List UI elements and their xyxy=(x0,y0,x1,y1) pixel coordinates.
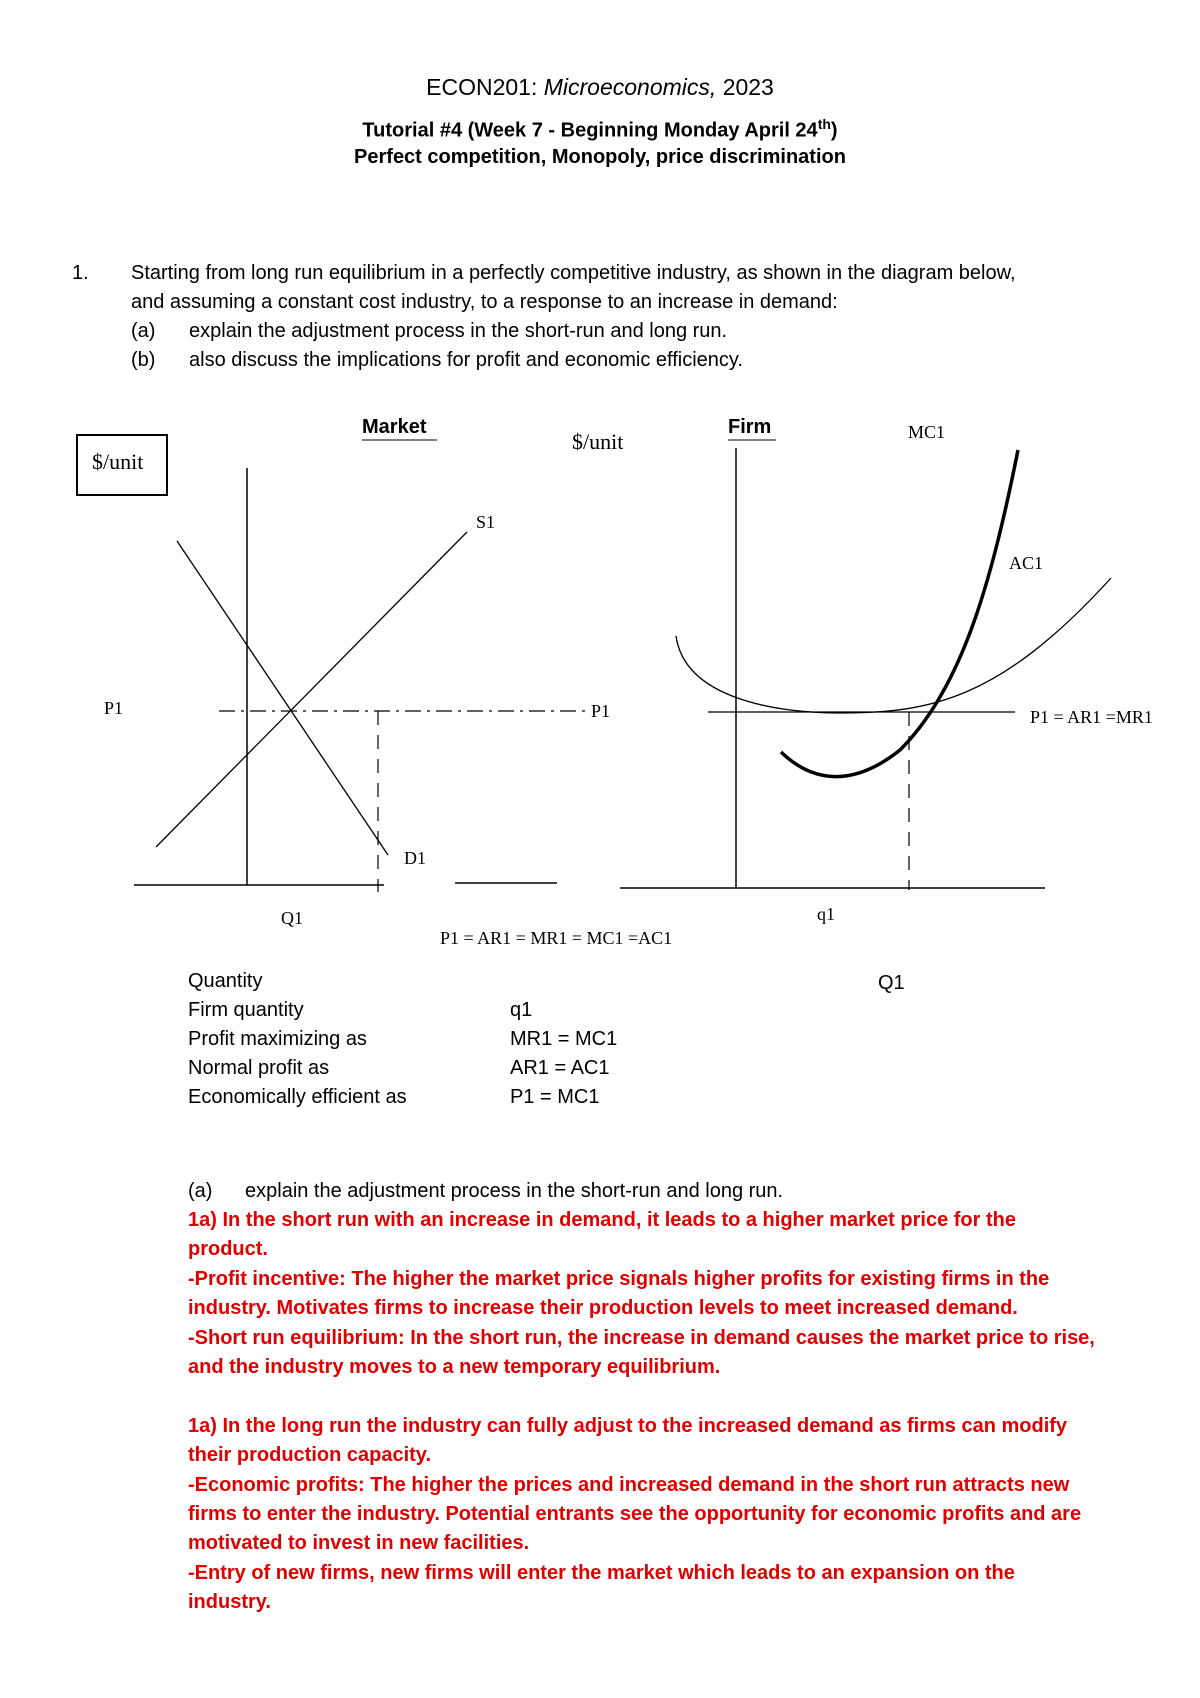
answer-line: 1a) In the short run with an increase in demand, it leads to a higher market price for the xyxy=(188,1209,1016,1231)
qty-firm-label: q1 xyxy=(817,904,835,924)
table-row-value: MR1 = MC1 xyxy=(510,1028,618,1050)
price-right-label: P1 xyxy=(591,701,611,721)
course-year: 2023 xyxy=(722,74,774,100)
answer-line: -Profit incentive: The higher the market price signals higher profits for existing firms in the xyxy=(188,1268,1050,1290)
answer-line: their production capacity. xyxy=(188,1444,431,1466)
answer-part-a-label: (a) xyxy=(188,1180,213,1202)
question-line-1: Starting from long run equilibrium in a perfectly competitive industry, as shown in the diagram below, xyxy=(131,262,1016,284)
answer-line: firms to enter the industry. Potential entrants see the opportunity for economic profits and are xyxy=(188,1503,1082,1525)
mc-curve xyxy=(781,450,1018,777)
table-row-label: Economically efficient as xyxy=(188,1086,407,1108)
tutorial-sup: th xyxy=(817,116,831,132)
demand-label: D1 xyxy=(404,848,426,868)
q-right-label: Q1 xyxy=(878,972,905,994)
table-row-label: Quantity xyxy=(188,970,263,992)
answer-line: -Economic profits: The higher the prices and increased demand in the short run attracts new xyxy=(188,1474,1070,1496)
firm-price-line-label: P1 = AR1 =MR1 xyxy=(1030,707,1153,727)
answer-line: motivated to invest in new facilities. xyxy=(188,1532,530,1554)
table-row-value: AR1 = AC1 xyxy=(510,1057,610,1079)
course-code: ECON201: xyxy=(426,74,538,100)
table-row-value: P1 = MC1 xyxy=(510,1086,600,1108)
qty-market-label: Q1 xyxy=(281,908,303,928)
part-a-label: (a) xyxy=(131,320,156,342)
table-row-label: Normal profit as xyxy=(188,1057,330,1079)
y-axis-market-label: $/unit xyxy=(92,449,144,474)
table-row-label: Profit maximizing as xyxy=(188,1028,367,1050)
demand-curve xyxy=(177,541,388,855)
answer-line: industry. xyxy=(188,1591,271,1613)
supply-label: S1 xyxy=(476,512,496,532)
ac-label: AC1 xyxy=(1009,553,1044,573)
answer-part-a-text: explain the adjustment process in the short-run and long run. xyxy=(245,1180,784,1202)
part-b-text: also discuss the implications for profit and economic efficiency. xyxy=(189,349,743,371)
equality-line-label: P1 = AR1 = MR1 = MC1 =AC1 xyxy=(440,928,673,948)
part-a-text: explain the adjustment process in the short-run and long run. xyxy=(189,320,728,342)
answer-line: -Entry of new firms, new firms will enter the market which leads to an expansion on the xyxy=(188,1562,1015,1584)
firm-title: Firm xyxy=(728,416,772,438)
question-number: 1. xyxy=(72,262,89,284)
answer-line: and the industry moves to a new temporary equilibrium. xyxy=(188,1356,721,1378)
mc-label: MC1 xyxy=(908,422,946,442)
answer-line: product. xyxy=(188,1238,268,1260)
part-b-label: (b) xyxy=(131,349,156,371)
answer-line: -Short run equilibrium: In the short run, the increase in demand causes the market price to rise, xyxy=(188,1327,1095,1349)
course-subject: Microeconomics, xyxy=(543,74,717,100)
answer-line: industry. Motivates firms to increase their production levels to meet increased demand. xyxy=(188,1297,1018,1319)
tutorial-text: Tutorial #4 (Week 7 - Beginning Monday April 24 xyxy=(362,119,818,142)
table-row-label: Firm quantity xyxy=(188,999,304,1021)
question-line-2: and assuming a constant cost industry, to a response to an increase in demand: xyxy=(131,291,838,313)
market-title: Market xyxy=(362,416,427,438)
y-axis-firm-label: $/unit xyxy=(572,429,624,454)
price-left-label: P1 xyxy=(104,698,124,718)
topic-line: Perfect competition, Monopoly, price discrimination xyxy=(354,146,846,168)
tutorial-close: ) xyxy=(830,119,838,142)
table-row-value: q1 xyxy=(510,999,533,1021)
ac-curve xyxy=(676,578,1111,713)
answer-line: 1a) In the long run the industry can fully adjust to the increased demand as firms can modify xyxy=(188,1415,1068,1437)
